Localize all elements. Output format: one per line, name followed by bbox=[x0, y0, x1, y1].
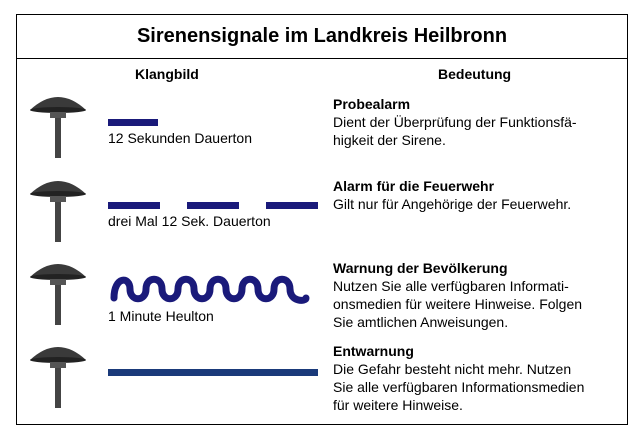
signal-caption: 1 Minute Heulton bbox=[108, 308, 214, 324]
siren-icon bbox=[28, 338, 88, 408]
meaning-heading: Probealarm bbox=[333, 96, 411, 112]
signal-caption: drei Mal 12 Sek. Dauerton bbox=[108, 213, 271, 229]
meaning-block bbox=[333, 342, 623, 414]
meaning-line: Sie amtlichen Anweisungen. bbox=[333, 314, 509, 330]
long-line-signal-icon bbox=[108, 369, 320, 377]
meaning-heading: Warnung der Bevölkerung bbox=[333, 260, 508, 276]
short-dash-signal-icon bbox=[108, 119, 158, 127]
meaning-line: Nutzen Sie alle verfügbaren Informati- bbox=[333, 278, 569, 294]
siren-icon bbox=[28, 172, 88, 242]
triple-dash-signal-icon bbox=[108, 202, 320, 210]
column-header-sound: Klangbild bbox=[135, 66, 199, 82]
meaning-heading: Alarm für die Feuerwehr bbox=[333, 178, 495, 194]
title-bar bbox=[17, 15, 627, 59]
meaning-line: Die Gefahr besteht nicht mehr. Nutzen bbox=[333, 361, 572, 377]
signal-caption: 12 Sekunden Dauerton bbox=[108, 130, 252, 146]
siren-icon bbox=[28, 255, 88, 325]
meaning-line: Sie alle verfügbaren Informationsmedien bbox=[333, 379, 585, 395]
meaning-line: Gilt nur für Angehörige der Feuerwehr. bbox=[333, 196, 572, 212]
meaning-block bbox=[333, 95, 623, 149]
siren-icon bbox=[28, 88, 88, 158]
meaning-line: Dient der Überprüfung der Funktionsfä- bbox=[333, 114, 577, 130]
meaning-heading: Entwarnung bbox=[333, 343, 414, 359]
meaning-line: für weitere Hinweise. bbox=[333, 397, 463, 413]
meaning-block bbox=[333, 259, 623, 331]
page-title: Sirenensignale im Landkreis Heilbronn bbox=[136, 25, 508, 47]
wave-signal-icon bbox=[108, 270, 318, 308]
meaning-block bbox=[333, 177, 623, 213]
column-header-meaning: Bedeutung bbox=[438, 66, 512, 82]
meaning-line: higkeit der Sirene. bbox=[333, 132, 446, 148]
meaning-line: onsmedien für weitere Hinweise. Folgen bbox=[333, 296, 583, 312]
